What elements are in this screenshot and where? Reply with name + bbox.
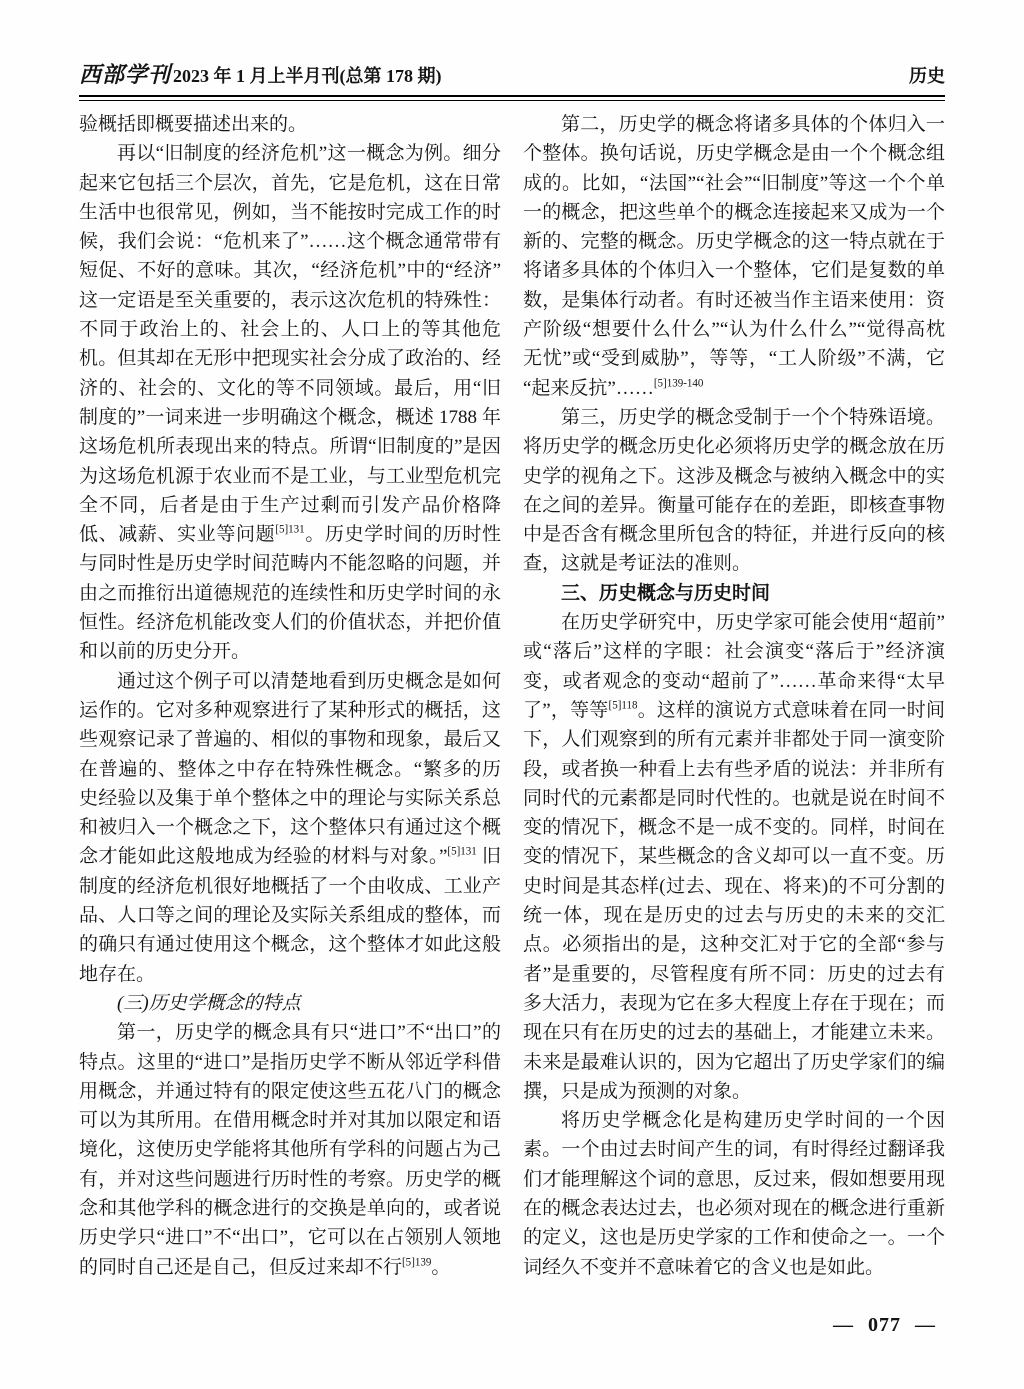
paragraph: 将历史学概念化是构建历史学时间的一个因素。一个由过去时间产生的词，有时得经过翻译我们才能理解这个词的意思，反过来，假如想要用现在的概念表达过去，也必须对现在的概念进行重新的定义，这也是历史学家的工作和使命之一。一个词经久不变并不意味着它的含义也是如此。 [523, 1110, 945, 1278]
page-header [79, 0, 945, 95]
article-body [79, 110, 945, 1282]
paragraph: 第二，历史学的概念将诸多具体的个体归入一个整体。换句话说，历史学概念是由一个个概念组成的。比如，“法国”“社会”“旧制度”等这一个个单一的概念，把这些单个的概念连接起来又成为一个新的、完整的概念。历史学概念的这一特点就在于将诸多具体的个体归入一个整体，它们是复数的单数，是集体行动者。有时还被当作主语来使用：资产阶级“想要什么什么”“认为什么什么”“觉得高枕无忧”或“受到威胁”，等等，“工人阶级”不满，它“起来反抗”……$^{[5]139-140}$ [523, 114, 945, 399]
citation-superscript: [5]139 [402, 1256, 432, 1269]
citation-superscript: [5]139-140 [653, 377, 704, 390]
page-number-dash-right: — [915, 1314, 936, 1336]
paragraph: 在历史学研究中，历史学家可能会使用“超前”或“落后”这样的字眼：社会演变“落后于”经济演变，或者观念的变动“超前了”……革命来得“太早了”，等等$^{[5]118}$。这样的演说方式意味着在同一时间下，人们观察到的所有元素并非都处于同一演变阶段，或者换一种看上去有些矛盾的说法：并非所有同时代的元素都是同时代性的。也就是说在时间不变的情况下，概念不是一成不变的。同样，时间在变的情况下，某些概念的含义却可以一直不变。历史时间是其态样(过去、现在、将来)的不可分割的统一体，现在是历史的过去与历史的未来的交汇点。必须指出的是，这种交汇对于它的全部“参与者”是重要的，尽管程度有所不同：历史的过去有多大活力，表现为它在多大程度上存在于现在；而现在只有在历史的过去的基础上，才能建立未来。未来是最难认识的，因为它超出了历史学家们的编撰，只是成为预测的对象。 [523, 612, 945, 1102]
journal-masthead [79, 62, 442, 89]
text-column-left [79, 110, 501, 1282]
text-column-right [523, 110, 945, 1282]
paragraph: 再以“旧制度的经济危机”这一概念为例。细分起来它包括三个层次，首先，它是危机，这在日常生活中也很常见，例如，当不能按时完成工作的时候，我们会说：“危机来了”……这个概念通常带有短促、不好的意味。其次，“经济危机”中的“经济”这一定语是至关重要的，表示这次危机的特殊性：不同于政治上的、社会上的、人口上的等其他危机。但其却在无形中把现实社会分成了政治的、经济的、社会的、文化的等不同领域。最后，用“旧制度的”一词来进一步明确这个概念，概述 1788 年这场危机所表现出来的特点。所谓“旧制度的”是因为这场危机源于农业而不是工业，与工业型危机完全不同，后者是由于生产过剩而引发产品价格降低、减薪、实业等问题$^{[5]131}$。历史学时间的历时性与同时性是历史学时间范畴内不能忽略的问题，并由之而推衍出道德规范的连续性和历史学时间的永恒性。经济危机能改变人们的价值状态，并把价值和以前的历史分开。 [79, 143, 501, 663]
citation-superscript: [5]131 [275, 523, 305, 536]
section-heading: (三)历史学概念的特点 [117, 992, 301, 1014]
citation-superscript: [5]118 [608, 699, 638, 712]
paragraph: 第三，历史学的概念受制于一个个特殊语境。将历史学的概念历史化必须将历史学的概念放在历史学的视角之下。这涉及概念与被纳入概念中的实在之间的差异。衡量可能存在的差距，即核查事物中是否含有概念里所包含的特征，并进行反向的核查，这就是考证法的准则。 [523, 406, 945, 575]
paragraph: 通过这个例子可以清楚地看到历史概念是如何运作的。它对多种观察进行了某种形式的概括，这些观察记录了普遍的、相似的事物和现象，最后又在普遍的、整体之中存在特殊性概念。“繁多的历史经验以及集于单个整体之中的理论与实际关系总和被归入一个概念之下，这个整体只有通过这个概念才能如此这般地成为经验的材料与对象。”$^{[5]131}$ 旧制度的经济危机很好地概括了一个由收成、工业产品、人口等之间的理论及实际关系组成的整体，而的确只有通过使用这个概念，这个整体才如此这般地存在。 [79, 670, 501, 985]
paragraph: 验概括即概要描述出来的。 [79, 114, 308, 135]
page-number-dash-left: — [833, 1314, 854, 1336]
page-footer [833, 1314, 936, 1337]
journal-logo: 西部学刊 [79, 62, 172, 88]
section-label: 历史 [909, 66, 945, 86]
page-number: 077 [868, 1314, 901, 1336]
section-heading: 三、历史概念与历史时间 [561, 582, 771, 604]
journal-issue-info: 2023 年 1 月上半月刊(总第 178 期) [173, 66, 442, 86]
header-double-rule [79, 95, 945, 101]
paragraph: 第一，历史学的概念具有只“进口”不“出口”的特点。这里的“进口”是指历史学不断从邻近学科借用概念，并通过特有的限定使这些五花八门的概念可以为其所用。在借用概念时并对其加以限定和语境化，这使历史学能将其他所有学科的问题占为己有，并对这些问题进行历时性的考察。历史学的概念和其他学科的概念进行的交换是单向的，或者说历史学只“进口”不“出口”，它可以在占领别人领地的同时自己还是自己，但反过来却不行$^{[5]139}$。 [79, 1022, 501, 1278]
citation-superscript: [5]131 [447, 846, 477, 859]
